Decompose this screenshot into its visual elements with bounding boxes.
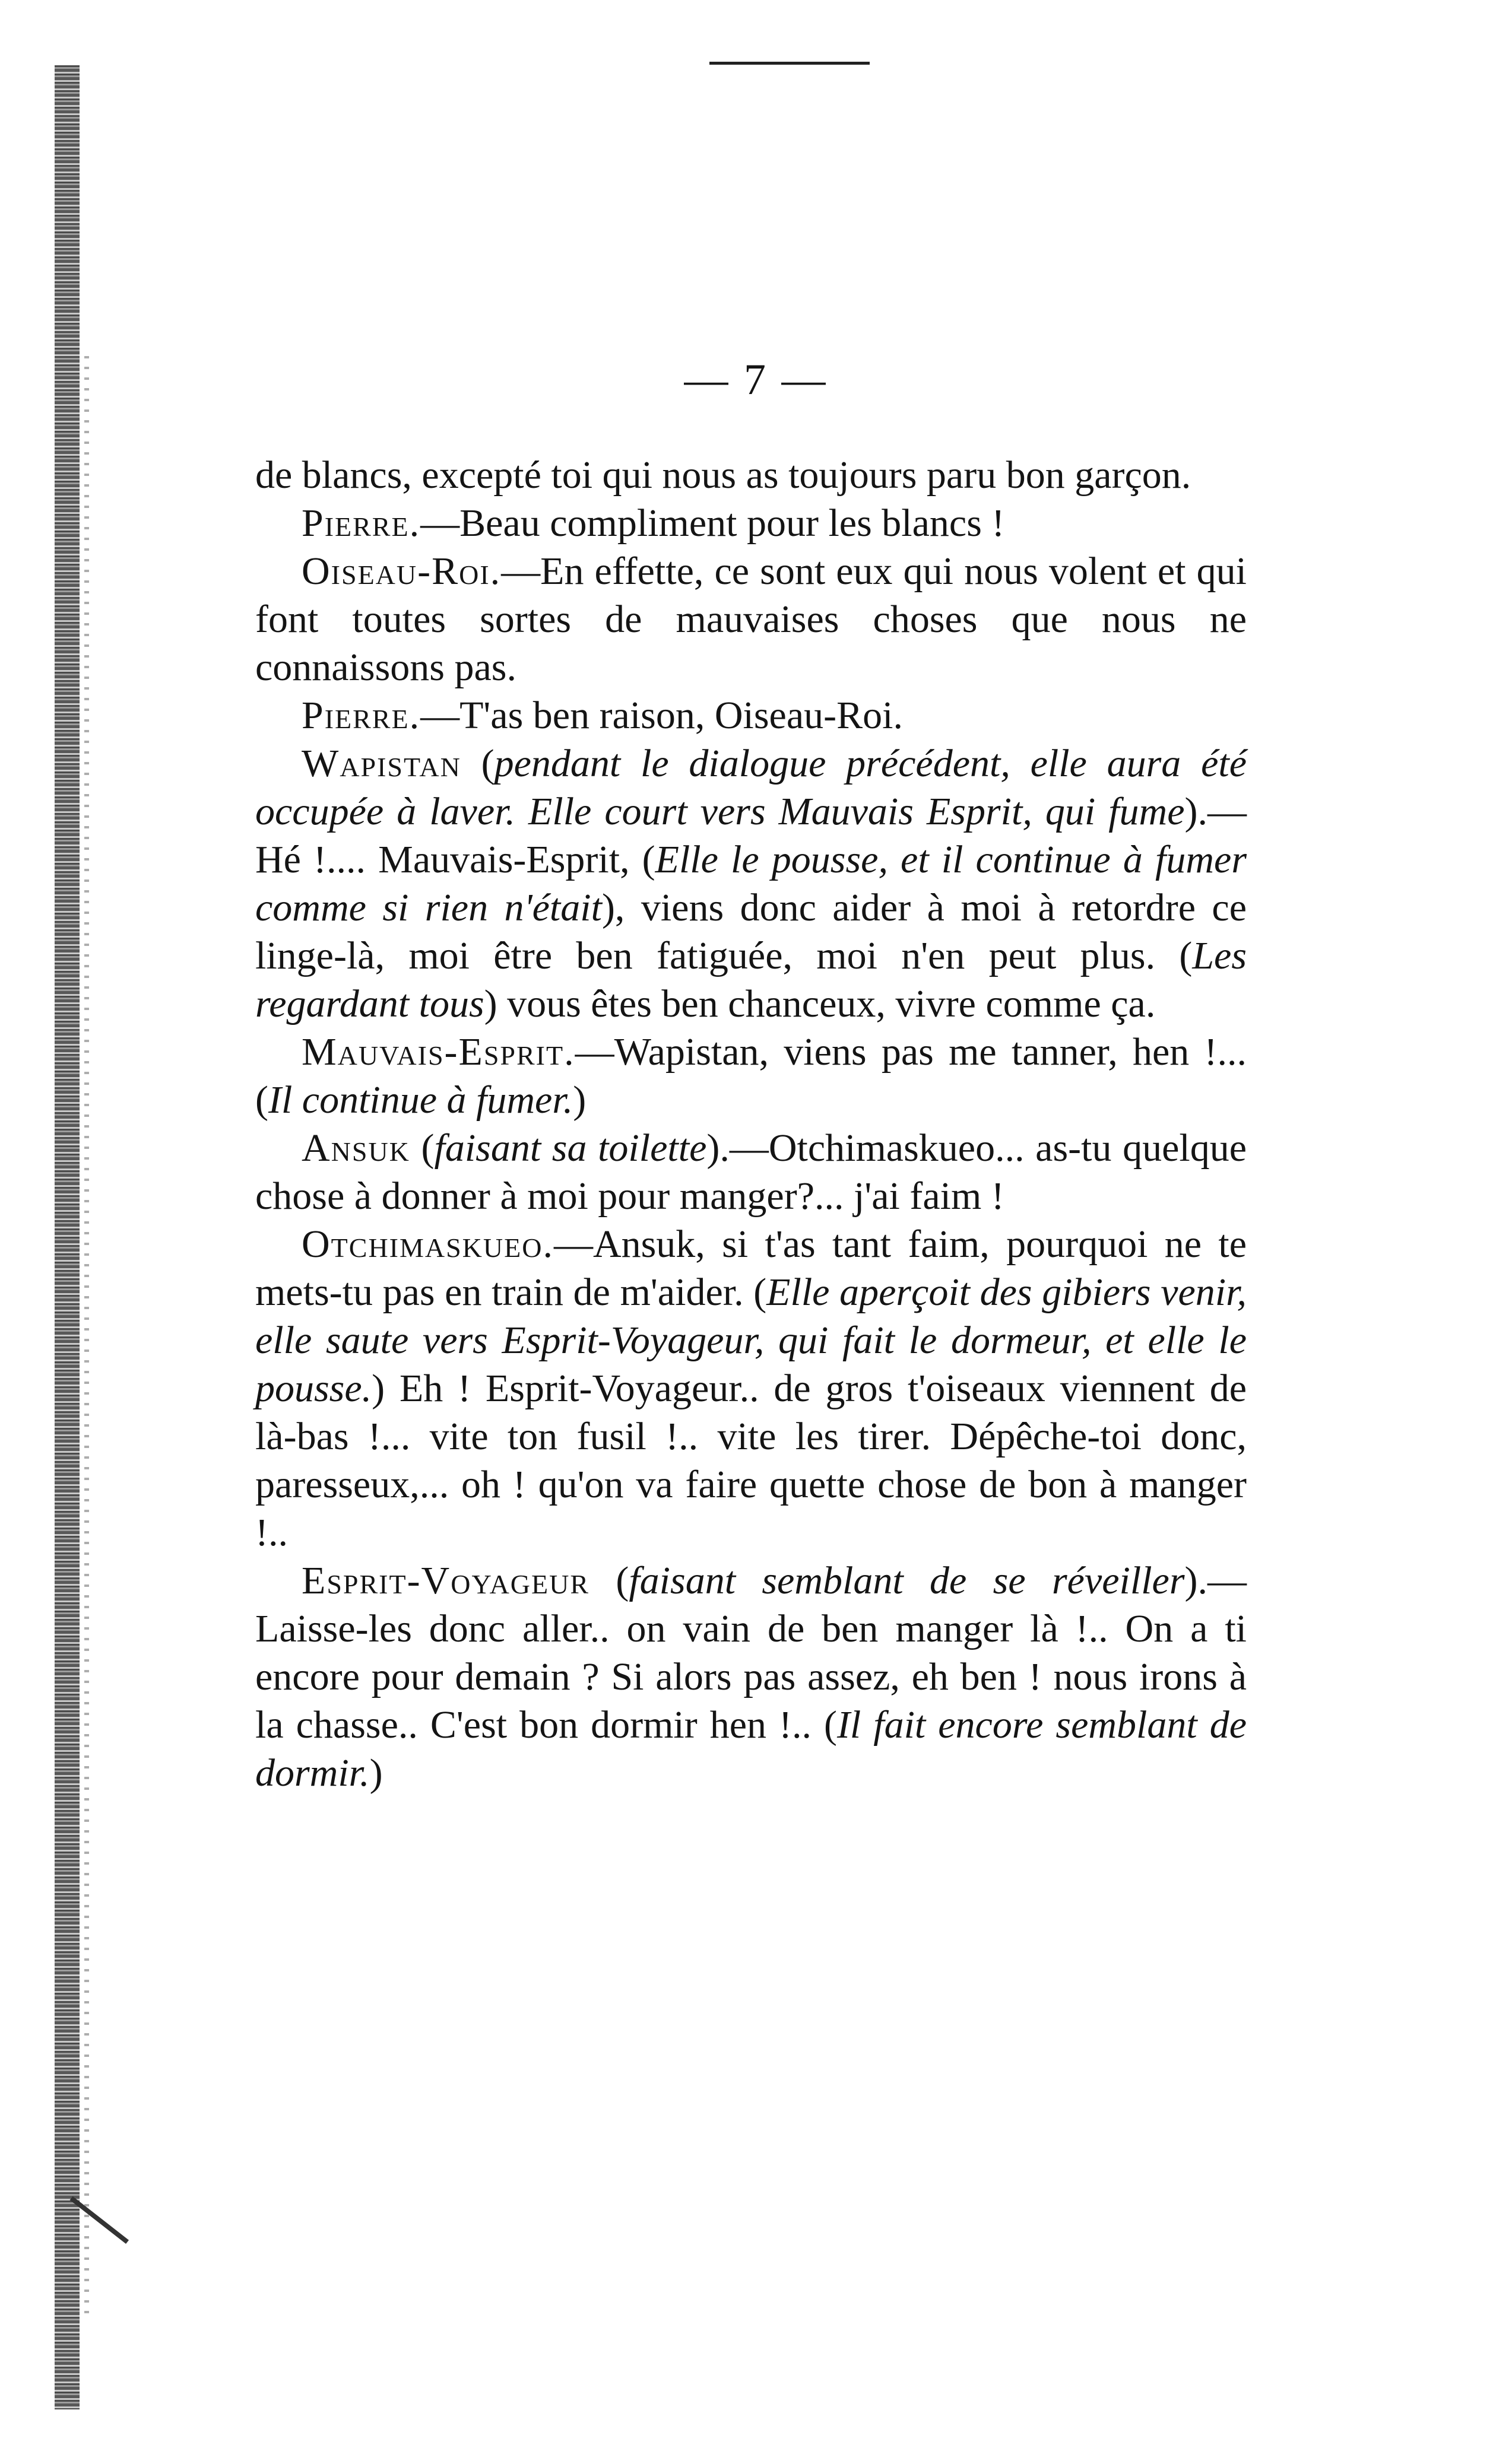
speaker-name: Otchimaskueo. [302,1223,554,1266]
stage-direction: Elle le pousse, et il continue à fumer comme si rien n'était [255,838,1247,929]
dialogue-line [255,547,1247,691]
dialogue-text: ).—Laisse-les donc aller.. on vain de ben manger là !.. On a ti encore pour demain ? Si alors pas assez, eh ben ! nous irons à la chasse.. C'est bon dormir hen !.. ( [255,1559,1247,1747]
dialogue-text: —Ansuk, si t'as tant faim, pourquoi ne te mets-tu pas en train de m'aider. ( [255,1223,1247,1314]
dialogue-line [255,1220,1247,1557]
stage-direction: faisant sa toilette [434,1126,707,1170]
scanned-binding-edge [55,65,80,2409]
dialogue-text: —Wapistan, viens pas me tanner, hen !... ( [255,1030,1247,1122]
speaker-name: Mauvais-Esprit. [302,1030,575,1074]
dialogue-text: —En effette, ce sont eux qui nous volent et qui font toutes sortes de mauvaises choses que nous ne connaissons pas. [255,550,1247,689]
speaker-name: Pierre. [302,501,421,545]
dialogue-text: ).—Hé !.... Mauvais-Esprit, ( [255,790,1247,881]
stage-direction: Il fait encore semblant de dormir. [255,1703,1247,1795]
dialogue-line [255,1124,1247,1220]
scanned-binding-shadow [84,356,89,2314]
page-number: — 7 — [684,355,828,404]
dialogue-text: ( [589,1559,629,1602]
dialogue-text: ( [410,1126,435,1170]
speaker-name: Oiseau-Roi. [302,550,502,593]
dialogue-text: de blancs, excepté toi qui nous as toujours paru bon garçon. [255,453,1191,497]
dialogue-text: ) vous êtes ben chanceux, vivre comme ça. [484,982,1156,1025]
dialogue-text: ), viens donc aider à moi à retordre ce linge-là, moi être ben fatiguée, moi n'en peut plus. ( [255,886,1247,977]
dialogue-text: ) Eh ! Esprit-Voyageur.. de gros t'oiseaux viennent de là-bas !... vite ton fusil !.. vite les tirer. Dépêche-toi donc, paresseux,... oh ! qu'on va faire quette chose de bon à manger !.. [255,1367,1247,1554]
header-rule [709,62,870,65]
speaker-name: Ansuk [302,1126,410,1170]
stage-direction: pendant le dialogue précédent, elle aura été occupée à laver. Elle court vers Mauvais Esprit, qui fume [255,742,1247,833]
dialogue-line [255,691,1247,739]
speaker-name: Wapistan [302,742,461,785]
stage-direction: Les regardant tous [255,934,1247,1025]
dialogue-text: ( [461,742,495,785]
stage-direction: Il continue à fumer. [268,1078,573,1122]
paragraph [255,451,1247,499]
dialogue-text: ).—Otchimaskueo... as-tu quelque chose à donner à moi pour manger?... j'ai faim ! [255,1126,1247,1218]
dialogue-text: —Beau compliment pour les blancs ! [420,501,1005,545]
play-text-block [255,451,1247,1797]
stage-direction: Elle aperçoit des gibiers venir, elle saute vers Esprit-Voyageur, qui fait le dormeur, et elle le pousse. [255,1271,1247,1410]
dialogue-text: ) [369,1751,383,1795]
dialogue-text: ) [573,1078,587,1122]
dialogue-line [255,1028,1247,1124]
dialogue-text: —T'as ben raison, Oiseau-Roi. [420,694,903,737]
dialogue-line [255,739,1247,1028]
speaker-name: Pierre. [302,694,421,737]
stage-direction: faisant semblant de se réveiller [629,1559,1185,1602]
dialogue-line [255,499,1247,547]
speaker-name: Esprit-Voyageur [302,1559,590,1602]
dialogue-line [255,1557,1247,1797]
